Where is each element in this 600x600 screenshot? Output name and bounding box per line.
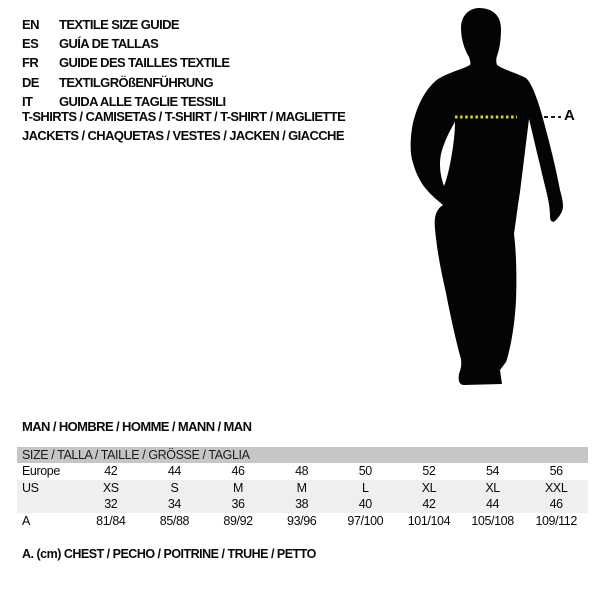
table-cell: 36	[231, 497, 245, 511]
language-code: IT	[22, 93, 33, 109]
table-cell: 32	[104, 497, 118, 511]
row-label	[17, 496, 79, 513]
row-label: US	[22, 480, 39, 495]
table-cell: XS	[102, 480, 119, 495]
table-cell: 48	[295, 464, 309, 478]
table-cell: S	[170, 480, 179, 495]
size-table-header: SIZE / TALLA / TAILLE / GRÖSSE / TAGLIA	[17, 447, 588, 463]
table-row-chest-a	[17, 513, 588, 530]
garment-categories	[22, 107, 345, 146]
table-cell: 105/108	[471, 513, 514, 528]
category-line-tshirts: T-SHIRTS / CAMISETAS / T-SHIRT / T-SHIRT / MAGLIETTE	[22, 109, 346, 124]
category-line-jackets: JACKETS / CHAQUETAS / VESTES / JACKEN / GIACCHE	[22, 128, 344, 144]
language-code: EN	[22, 17, 39, 32]
man-silhouette-figure	[398, 2, 578, 392]
table-cell: 42	[422, 497, 436, 511]
table-cell: XXL	[544, 480, 568, 495]
table-cell: 52	[422, 464, 436, 478]
table-cell: XL	[421, 480, 437, 495]
table-cell: 44	[167, 464, 181, 478]
table-cell: 50	[358, 464, 372, 478]
table-cell: 89/92	[223, 513, 253, 528]
man-silhouette	[411, 8, 563, 385]
table-cell: 46	[231, 464, 245, 478]
measurement-footnote: A. (cm) CHEST / PECHO / POITRINE / TRUHE / PETTO	[22, 547, 316, 561]
row-label: Europe	[22, 464, 60, 478]
table-cell: 93/96	[287, 513, 317, 528]
language-title: GUIDE DES TAILLES TEXTILE	[59, 55, 230, 71]
table-cell: L	[362, 480, 369, 495]
table-cell: 46	[549, 497, 563, 511]
table-cell: 38	[295, 497, 309, 511]
language-row	[22, 73, 229, 92]
man-section-heading: MAN / HOMBRE / HOMME / MANN / MAN	[22, 419, 252, 434]
table-cell: 34	[167, 497, 181, 511]
language-code: ES	[22, 36, 39, 52]
table-cell: 40	[358, 497, 372, 511]
table-cell: 44	[486, 497, 500, 511]
table-row-us-letters	[17, 480, 588, 497]
table-cell: 81/84	[96, 513, 126, 528]
language-title: GUÍA DE TALLAS	[59, 36, 159, 52]
table-cell: 42	[104, 464, 118, 478]
table-cell: XL	[485, 480, 500, 495]
row-label: A	[22, 513, 30, 528]
language-row	[22, 53, 229, 72]
table-row-us-numbers	[17, 496, 588, 513]
size-table	[17, 447, 588, 529]
language-code: FR	[22, 55, 39, 71]
language-title: TEXTILE SIZE GUIDE	[59, 17, 179, 32]
measure-label-a: A	[564, 107, 575, 124]
table-row-europe	[17, 463, 588, 480]
table-cell: 97/100	[347, 513, 384, 528]
table-cell: M	[296, 480, 307, 495]
language-title: GUIDA ALLE TAGLIE TESSILI	[59, 93, 226, 109]
table-cell: 109/112	[535, 513, 577, 528]
table-cell: 56	[549, 464, 563, 478]
table-cell: 54	[486, 464, 500, 478]
table-cell: 85/88	[159, 513, 190, 528]
language-title-list	[22, 15, 229, 111]
language-code: DE	[22, 74, 39, 90]
language-row	[22, 34, 229, 53]
language-title: TEXTILGRÖßENFÜHRUNG	[59, 74, 213, 90]
table-cell: M	[233, 480, 244, 495]
table-cell: 101/104	[407, 513, 451, 528]
language-row	[22, 15, 229, 34]
